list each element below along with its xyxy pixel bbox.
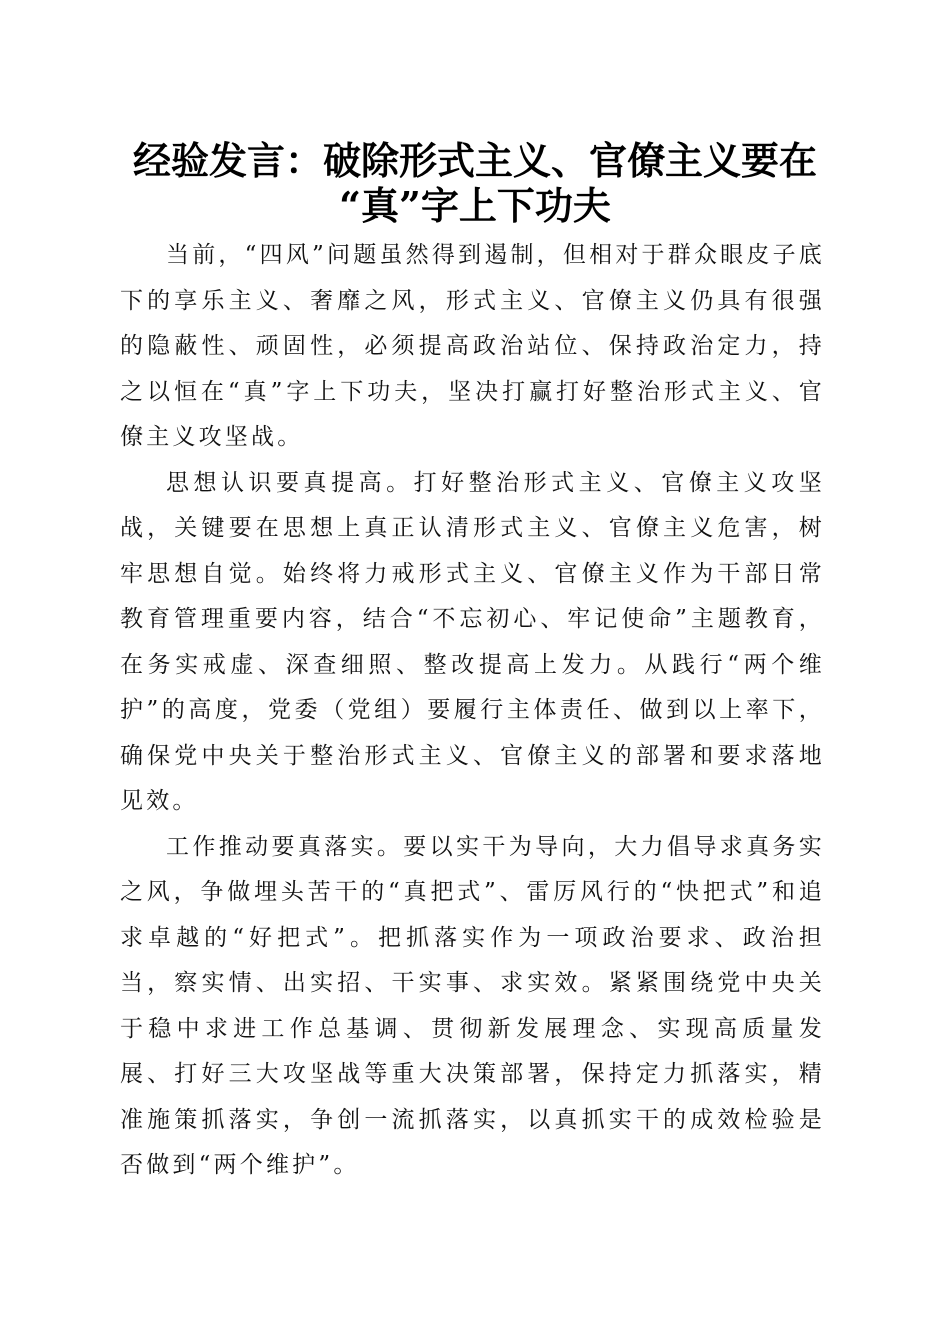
document-title-line-1: 经验发言：破除形式主义、官僚主义要在	[132, 138, 817, 183]
paragraph-intro: 当前，“四风”问题虽然得到遏制，但相对于群众眼皮子底下的享乐主义、奢靡之风，形式主义、官僚主义仍具有很强的隐蔽性、顽固性，必须提高政治站位、保持政治定力，持之以恒在“真”字上下功夫，坚决打赢打好整治形式主义、官僚主义攻坚战。	[120, 242, 825, 450]
document-body	[120, 233, 825, 1189]
document-title-line-2: “真”字上下功夫	[339, 183, 611, 228]
paragraph-thinking: 思想认识要真提高。打好整治形式主义、官僚主义攻坚战，关键要在思想上真正认清形式主义、官僚主义危害，树牢思想自觉。始终将力戒形式主义、官僚主义作为干部日常教育管理重要内容，结合“不忘初心、牢记使命”主题教育，在务实戒虚、深查细照、整改提高上发力。从践行“两个维护”的高度，党委（党组）要履行主体责任、做到以上率下，确保党中央关于整治形式主义、官僚主义的部署和要求落地见效。	[120, 469, 825, 814]
paragraph-work: 工作推动要真落实。要以实干为导向，大力倡导求真务实之风，争做埋头苦干的“真把式”、雷厉风行的“快把式”和追求卓越的“好把式”。把抓落实作为一项政治要求、政治担当，察实情、出实招、干实事、求实效。紧紧围绕党中央关于稳中求进工作总基调、贯彻新发展理念、实现高质量发展、打好三大攻坚战等重大决策部署，保持定力抓落实，精准施策抓落实，争创一流抓落实，以真抓实干的成效检验是否做到“两个维护”。	[120, 833, 825, 1178]
